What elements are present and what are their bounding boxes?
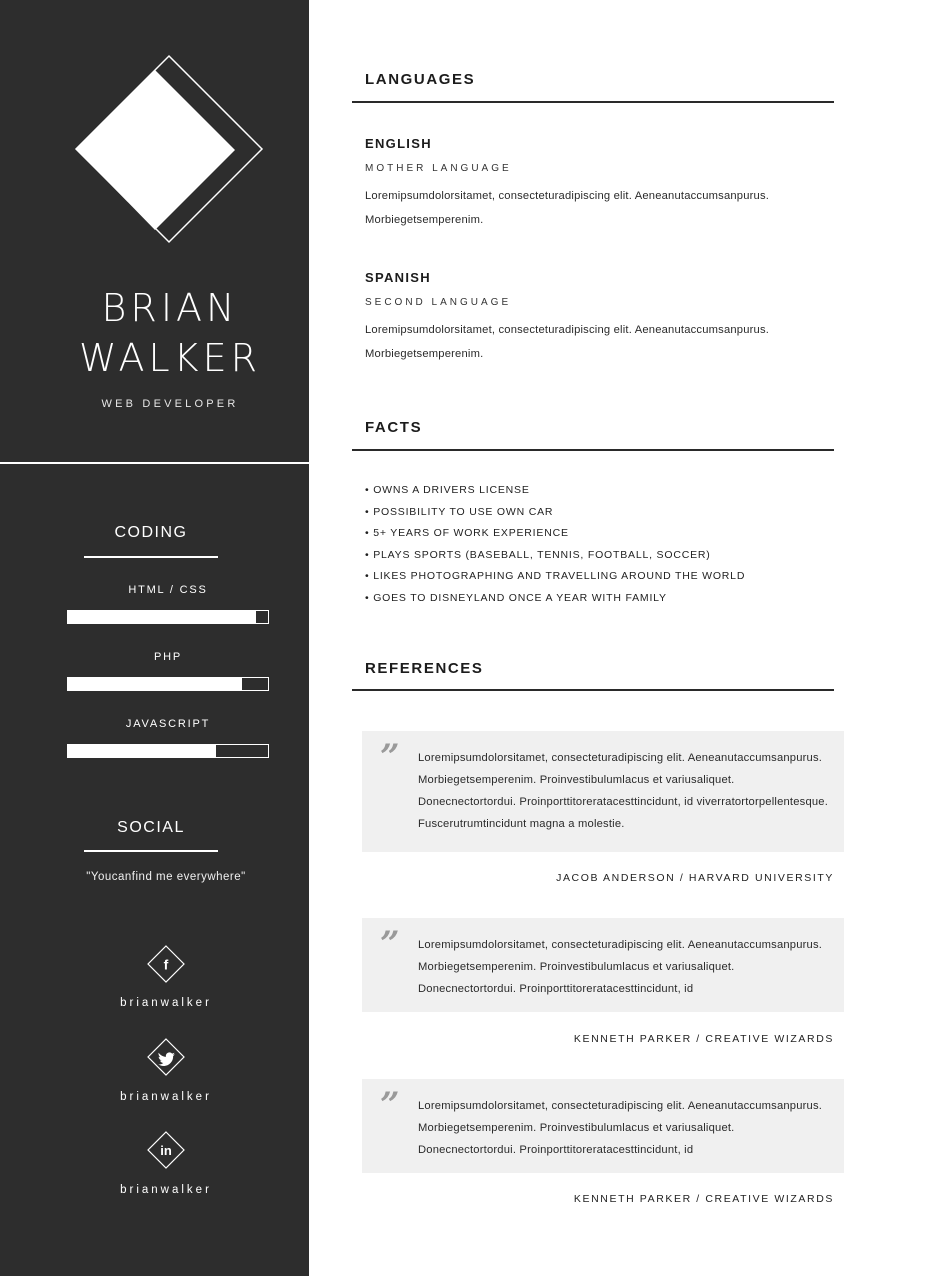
list-item: • PLAYS SPORTS (BASEBALL, TENNIS, FOOTBALL, SOCCER) <box>365 548 711 561</box>
quote-icon: ” <box>380 737 400 777</box>
twitter-icon[interactable] <box>146 1037 186 1077</box>
social-heading: SOCIAL <box>117 819 185 836</box>
skill-bar-php <box>67 677 269 691</box>
references-heading: REFERENCES <box>365 660 484 677</box>
diamond-logo-icon <box>72 52 266 248</box>
reference-text: Loremipsumdolorsitamet, consecteturadipiscing elit. Aeneanutaccumsanpurus. Morbiegetsemperenim. Proinvestibulumlacus et variusaliquet. Donecnectortordui. Proinporttitoreratacesttincidunt, id <box>418 939 823 995</box>
language-description: Loremipsumdolorsitamet, consecteturadipiscing elit. Aeneanutaccumsanpurus. Morbiegetsemperenim. <box>365 324 770 360</box>
language-name: ENGLISH <box>365 136 432 151</box>
skill-label-php: PHP <box>153 651 183 663</box>
coding-heading: CODING <box>114 524 188 541</box>
facebook-handle[interactable]: brianwalker <box>120 997 212 1009</box>
list-item: • GOES TO DISNEYLAND ONCE A YEAR WITH FAMILY <box>365 591 667 604</box>
last-name: WALKER <box>79 336 261 380</box>
sidebar-divider <box>0 462 309 464</box>
language-level: SECOND LANGUAGE <box>365 297 512 308</box>
references-rule <box>352 689 834 691</box>
list-item: • OWNS A DRIVERS LICENSE <box>365 484 530 496</box>
reference-card <box>362 731 844 852</box>
reference-text: Loremipsumdolorsitamet, consecteturadipiscing elit. Aeneanutaccumsanpurus. Morbiegetsemperenim. Proinvestibulumlacus et variusaliquet. Donecnectortordui. Proinporttitoreratacesttincidunt, id <box>418 1100 823 1156</box>
list-item: • POSSIBILITY TO USE OWN CAR <box>365 505 554 518</box>
reference-card <box>362 1079 844 1173</box>
reference-author: KENNETH PARKER / CREATIVE WIZARDS <box>573 1193 834 1205</box>
skill-label-javascript: JAVASCRIPT <box>125 718 211 730</box>
skill-fill-php <box>68 678 242 690</box>
language-name: SPANISH <box>365 270 431 285</box>
facts-list <box>365 480 745 610</box>
facts-rule <box>352 449 834 451</box>
reference-card <box>362 918 844 1012</box>
reference-text: Loremipsumdolorsitamet, consecteturadipiscing elit. Aeneanutaccumsanpurus. Morbiegetsemperenim. Proinvestibulumlacus et variusaliquet. Donecnectortordui. Proinporttitoreratacesttincidunt, id viverratortorpellentesque. Fuscerutrumtincidunt magna a molestie. <box>418 752 829 830</box>
facebook-icon[interactable] <box>146 944 186 984</box>
skill-bar-javascript <box>67 744 269 758</box>
skill-fill-html-css <box>68 611 256 623</box>
linkedin-handle[interactable]: brianwalker <box>120 1184 212 1196</box>
facts-heading: FACTS <box>365 419 423 436</box>
languages-rule <box>352 101 834 103</box>
coding-rule <box>84 556 218 558</box>
quote-icon: ” <box>380 1085 400 1125</box>
reference-author: KENNETH PARKER / CREATIVE WIZARDS <box>573 1033 834 1045</box>
social-quote: "Youcanfind me everywhere" <box>86 871 246 883</box>
list-item: • 5+ YEARS OF WORK EXPERIENCE <box>365 527 569 540</box>
main-content <box>309 0 950 1276</box>
sidebar <box>0 0 309 1276</box>
list-item: • LIKES PHOTOGRAPHING AND TRAVELLING AROUND THE WORLD <box>365 570 746 583</box>
skill-bar-html-css <box>67 610 269 624</box>
svg-text:f: f <box>163 956 169 973</box>
quote-icon: ” <box>380 924 400 964</box>
language-description: Loremipsumdolorsitamet, consecteturadipiscing elit. Aeneanutaccumsanpurus. Morbiegetsemperenim. <box>365 190 770 226</box>
social-rule <box>84 850 218 852</box>
linkedin-icon[interactable] <box>146 1130 186 1170</box>
first-name: BRIAN <box>101 286 239 330</box>
languages-heading: LANGUAGES <box>365 71 476 88</box>
reference-author: JACOB ANDERSON / HARVARD UNIVERSITY <box>556 872 834 884</box>
language-level: MOTHER LANGUAGE <box>365 163 512 174</box>
twitter-handle[interactable]: brianwalker <box>120 1091 212 1103</box>
skill-fill-javascript <box>68 745 216 757</box>
svg-text:in: in <box>160 1143 172 1158</box>
skill-label-html-css: HTML / CSS <box>128 584 208 596</box>
job-title: WEB DEVELOPER <box>101 398 239 410</box>
